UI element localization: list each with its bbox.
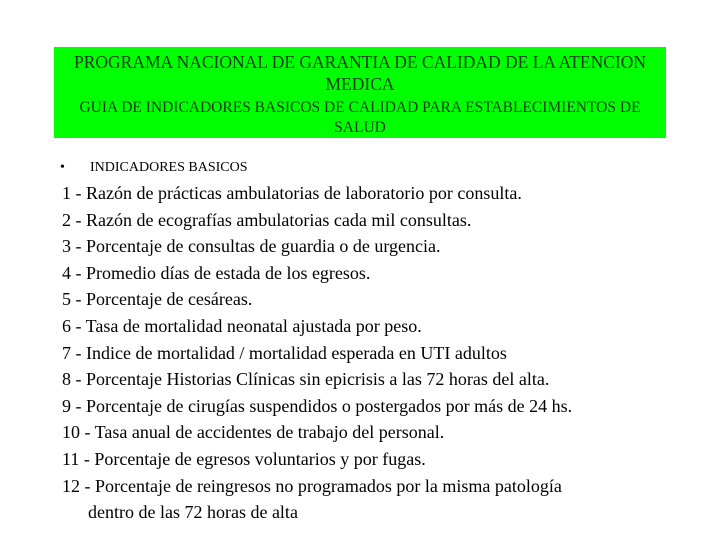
list-item: 1 - Razón de prácticas ambulatorias de laboratorio por consulta.: [62, 183, 522, 203]
list-item: 12 - Porcentaje de reingresos no programados por la misma patología: [62, 475, 562, 496]
list-item: 9 - Porcentaje de cirugías suspendidos o postergados por más de 24 hs.: [62, 395, 573, 416]
list-item: 3 - Porcentaje de consultas de guardia o de urgencia.: [62, 236, 441, 257]
list-item: 10 - Tasa anual de accidentes de trabajo del personal.: [62, 422, 445, 443]
section-heading-text: INDICADORES BASICOS: [90, 160, 248, 175]
section-heading: [60, 160, 248, 176]
list-item: 6 - Tasa de mortalidad neonatal ajustada por peso.: [62, 315, 422, 336]
bullet-icon: •: [60, 160, 65, 175]
slide-subtitle: GUIA DE INDICADORES BASICOS DE CALIDAD PARA ESTABLECIMIENTOS DE SALUD: [79, 99, 641, 136]
list-item: 8 - Porcentaje Historias Clínicas sin epicrisis a las 72 horas del alta.: [62, 369, 550, 390]
indicator-list: [62, 180, 572, 526]
list-item: 11 - Porcentaje de egresos voluntarios y por fugas.: [62, 448, 426, 469]
title-banner: [54, 47, 666, 138]
list-item: 4 - Promedio días de estada de los egresos.: [62, 262, 371, 283]
list-item: 5 - Porcentaje de cesáreas.: [62, 289, 253, 310]
slide-title: PROGRAMA NACIONAL DE GARANTIA DE CALIDAD DE LA ATENCION MEDICA: [74, 52, 646, 94]
list-item: 2 - Razón de ecografías ambulatorias cada mil consultas.: [62, 209, 472, 230]
list-item: 7 - Indice de mortalidad / mortalidad esperada en UTI adultos: [62, 342, 507, 363]
list-item-continuation: dentro de las 72 horas de alta: [88, 502, 298, 523]
